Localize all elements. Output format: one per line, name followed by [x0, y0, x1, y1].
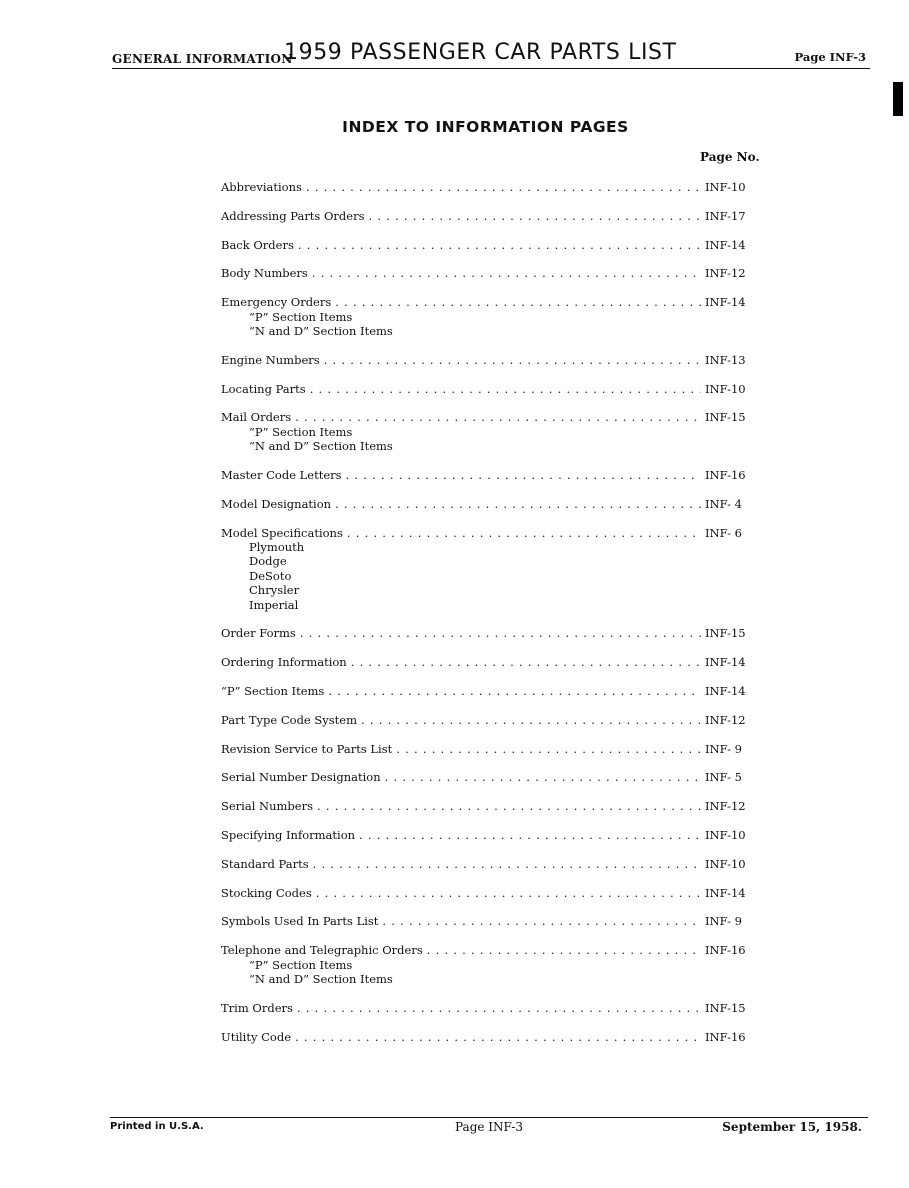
index-entry-label: Addressing Parts Orders — [221, 208, 365, 223]
index-entry-page: INF-16 — [705, 468, 746, 482]
page-column-header: Page No. — [700, 150, 760, 164]
dot-leader — [298, 238, 701, 252]
dot-leader — [317, 799, 701, 813]
index-entry-line — [221, 468, 761, 482]
dot-leader — [382, 914, 701, 928]
footer-page-number: Page INF-3 — [455, 1120, 524, 1134]
page-header — [112, 42, 870, 69]
index-subentry: Dodge — [249, 554, 287, 569]
index-entry-label: Engine Numbers — [221, 352, 320, 367]
page-footer — [110, 1117, 868, 1142]
index-entry-page: INF-15 — [705, 410, 746, 425]
index-entry — [221, 886, 761, 900]
index-entry-line — [221, 886, 761, 900]
dot-leader — [385, 770, 701, 784]
dot-leader — [346, 468, 701, 482]
index-entry-line — [221, 266, 761, 280]
index-entry-line — [221, 828, 761, 842]
index-entry-label: Trim Orders — [221, 1000, 293, 1015]
index-entry-page: INF-10 — [705, 828, 746, 842]
index-entry — [221, 799, 761, 813]
index-entry-line — [221, 742, 761, 756]
index-entry — [221, 1001, 761, 1015]
index-entry — [221, 770, 761, 784]
index-entry-line — [221, 353, 761, 367]
index-entry-line — [221, 1030, 761, 1044]
index-entry — [221, 1030, 761, 1044]
index-subentry: “P” Section Items — [249, 424, 353, 439]
index-entry-label: Locating Parts — [221, 381, 306, 396]
index-entry — [221, 655, 761, 669]
index-entry-label: Serial Numbers — [221, 799, 313, 814]
dot-leader — [295, 1030, 701, 1044]
index-entry-label: Abbreviations — [221, 180, 302, 194]
index-entry — [221, 353, 761, 367]
index-entry-label: Standard Parts — [221, 856, 309, 871]
section-edge-tab — [893, 82, 903, 116]
dot-leader — [396, 742, 701, 756]
index-entry — [221, 497, 761, 511]
index-entry-line — [221, 180, 761, 194]
dot-leader — [312, 266, 701, 280]
index-entry-label: Symbols Used In Parts List — [221, 914, 379, 929]
index-entry-label: Emergency Orders — [221, 295, 332, 310]
index-entry-line — [221, 526, 761, 540]
index-entry — [221, 295, 761, 338]
index-entry-line — [221, 410, 761, 424]
index-entry — [221, 626, 761, 640]
index-entry — [221, 742, 761, 756]
index-subentry: “P” Section Items — [249, 309, 353, 324]
dot-leader — [351, 655, 701, 669]
index-entry-page: INF- 4 — [705, 496, 742, 511]
index-entry-label: Telephone and Telegraphic Orders — [221, 943, 423, 958]
index-subentry: Imperial — [249, 597, 299, 612]
dot-leader — [316, 886, 701, 900]
index-entry-label: Order Forms — [221, 626, 296, 641]
index-title: INDEX TO INFORMATION PAGES — [342, 118, 629, 136]
index-entry-line — [221, 1001, 761, 1015]
index-subentry: Chrysler — [249, 583, 300, 598]
document-title: 1959 PASSENGER CAR PARTS LIST — [284, 40, 677, 65]
index-entry — [221, 382, 761, 396]
index-entry-label: Utility Code — [221, 1029, 292, 1044]
index-entry-line — [221, 497, 761, 511]
index-entry-line — [221, 209, 761, 223]
index-entry-line — [221, 626, 761, 640]
index-entry-page: INF-16 — [705, 943, 746, 958]
dot-leader — [313, 857, 701, 871]
index-entry-label: Model Specifications — [221, 525, 343, 540]
index-entry-label: Mail Orders — [221, 410, 292, 425]
index-entry-line — [221, 655, 761, 669]
dot-leader — [359, 828, 701, 842]
index-entry-page: INF-14 — [705, 655, 746, 670]
index-entry-page: INF-14 — [705, 885, 746, 900]
index-subentry: “P” Section Items — [249, 957, 353, 972]
index-entry-page: INF-12 — [705, 712, 746, 727]
dot-leader — [300, 626, 701, 640]
dot-leader — [295, 410, 701, 424]
index-entry-page: INF-15 — [705, 626, 746, 641]
index-entry-label: Back Orders — [221, 237, 294, 252]
index-entry-page: INF- 6 — [705, 525, 742, 540]
index-entry — [221, 266, 761, 280]
index-entry-page: INF-14 — [705, 295, 746, 310]
index-subentry: “N and D” Section Items — [249, 324, 393, 338]
index-entries — [221, 180, 761, 1058]
index-entry — [221, 410, 761, 453]
header-page-number: Page INF-3 — [794, 50, 866, 64]
index-entry-label: Stocking Codes — [221, 885, 312, 900]
index-entry — [221, 238, 761, 252]
dot-leader — [335, 295, 701, 309]
publication-date: September 15, 1958. — [722, 1120, 862, 1134]
index-entry-page: INF-16 — [705, 1029, 746, 1044]
dot-leader — [328, 684, 701, 698]
index-entry-label: Body Numbers — [221, 266, 308, 281]
index-entry-line — [221, 295, 761, 309]
index-entry-line — [221, 382, 761, 396]
index-entry-line — [221, 713, 761, 727]
index-entry-page: INF-14 — [705, 684, 746, 699]
index-entry-line — [221, 914, 761, 928]
index-entry — [221, 684, 761, 698]
index-entry-page: INF- 5 — [705, 770, 742, 785]
index-subentry: “N and D” Section Items — [249, 972, 393, 986]
dot-leader — [361, 713, 701, 727]
index-entry-page: INF-12 — [705, 799, 746, 814]
index-entry — [221, 943, 761, 986]
index-entry-line — [221, 684, 761, 698]
index-subentry: DeSoto — [249, 568, 292, 583]
index-entry-page: INF-14 — [705, 237, 746, 252]
index-entry-label: Model Designation — [221, 496, 332, 511]
dot-leader — [347, 526, 701, 540]
dot-leader — [368, 209, 701, 223]
index-entry — [221, 180, 761, 194]
index-entry-page: INF-17 — [705, 208, 746, 223]
index-entry-line — [221, 943, 761, 957]
index-entry — [221, 209, 761, 223]
index-entry-page: INF-10 — [705, 856, 746, 871]
index-subentry: “N and D” Section Items — [249, 439, 393, 454]
section-name: GENERAL INFORMATION — [112, 52, 293, 66]
index-entry-label: Revision Service to Parts List — [221, 741, 393, 756]
index-entry-page: INF-12 — [705, 266, 746, 281]
index-subentry: Plymouth — [249, 540, 305, 554]
index-entry — [221, 857, 761, 871]
index-entry — [221, 914, 761, 928]
index-entry-label: “P” Section Items — [221, 684, 325, 699]
index-entry — [221, 468, 761, 482]
index-entry-page: INF-15 — [705, 1000, 746, 1015]
index-entry-line — [221, 857, 761, 871]
index-entry-line — [221, 799, 761, 813]
print-note: Printed in U.S.A. — [110, 1121, 204, 1132]
index-entry-page: INF-13 — [705, 352, 746, 367]
index-entry — [221, 526, 761, 612]
dot-leader — [297, 1001, 701, 1015]
index-entry — [221, 828, 761, 842]
index-entry-label: Ordering Information — [221, 655, 347, 670]
index-entry-label: Part Type Code System — [221, 712, 357, 727]
index-entry-page: INF-10 — [705, 381, 746, 396]
dot-leader — [310, 382, 701, 396]
index-entry — [221, 713, 761, 727]
index-entry-line — [221, 238, 761, 252]
dot-leader — [427, 943, 701, 957]
dot-leader — [306, 180, 701, 194]
dot-leader — [324, 353, 701, 367]
index-entry-label: Specifying Information — [221, 828, 356, 842]
index-entry-page: INF- 9 — [705, 914, 742, 929]
dot-leader — [335, 497, 701, 511]
index-entry-line — [221, 770, 761, 784]
index-entry-page: INF-10 — [705, 180, 746, 194]
index-entry-label: Master Code Letters — [221, 468, 342, 482]
index-entry-page: INF- 9 — [705, 741, 742, 756]
index-entry-label: Serial Number Designation — [221, 770, 381, 785]
